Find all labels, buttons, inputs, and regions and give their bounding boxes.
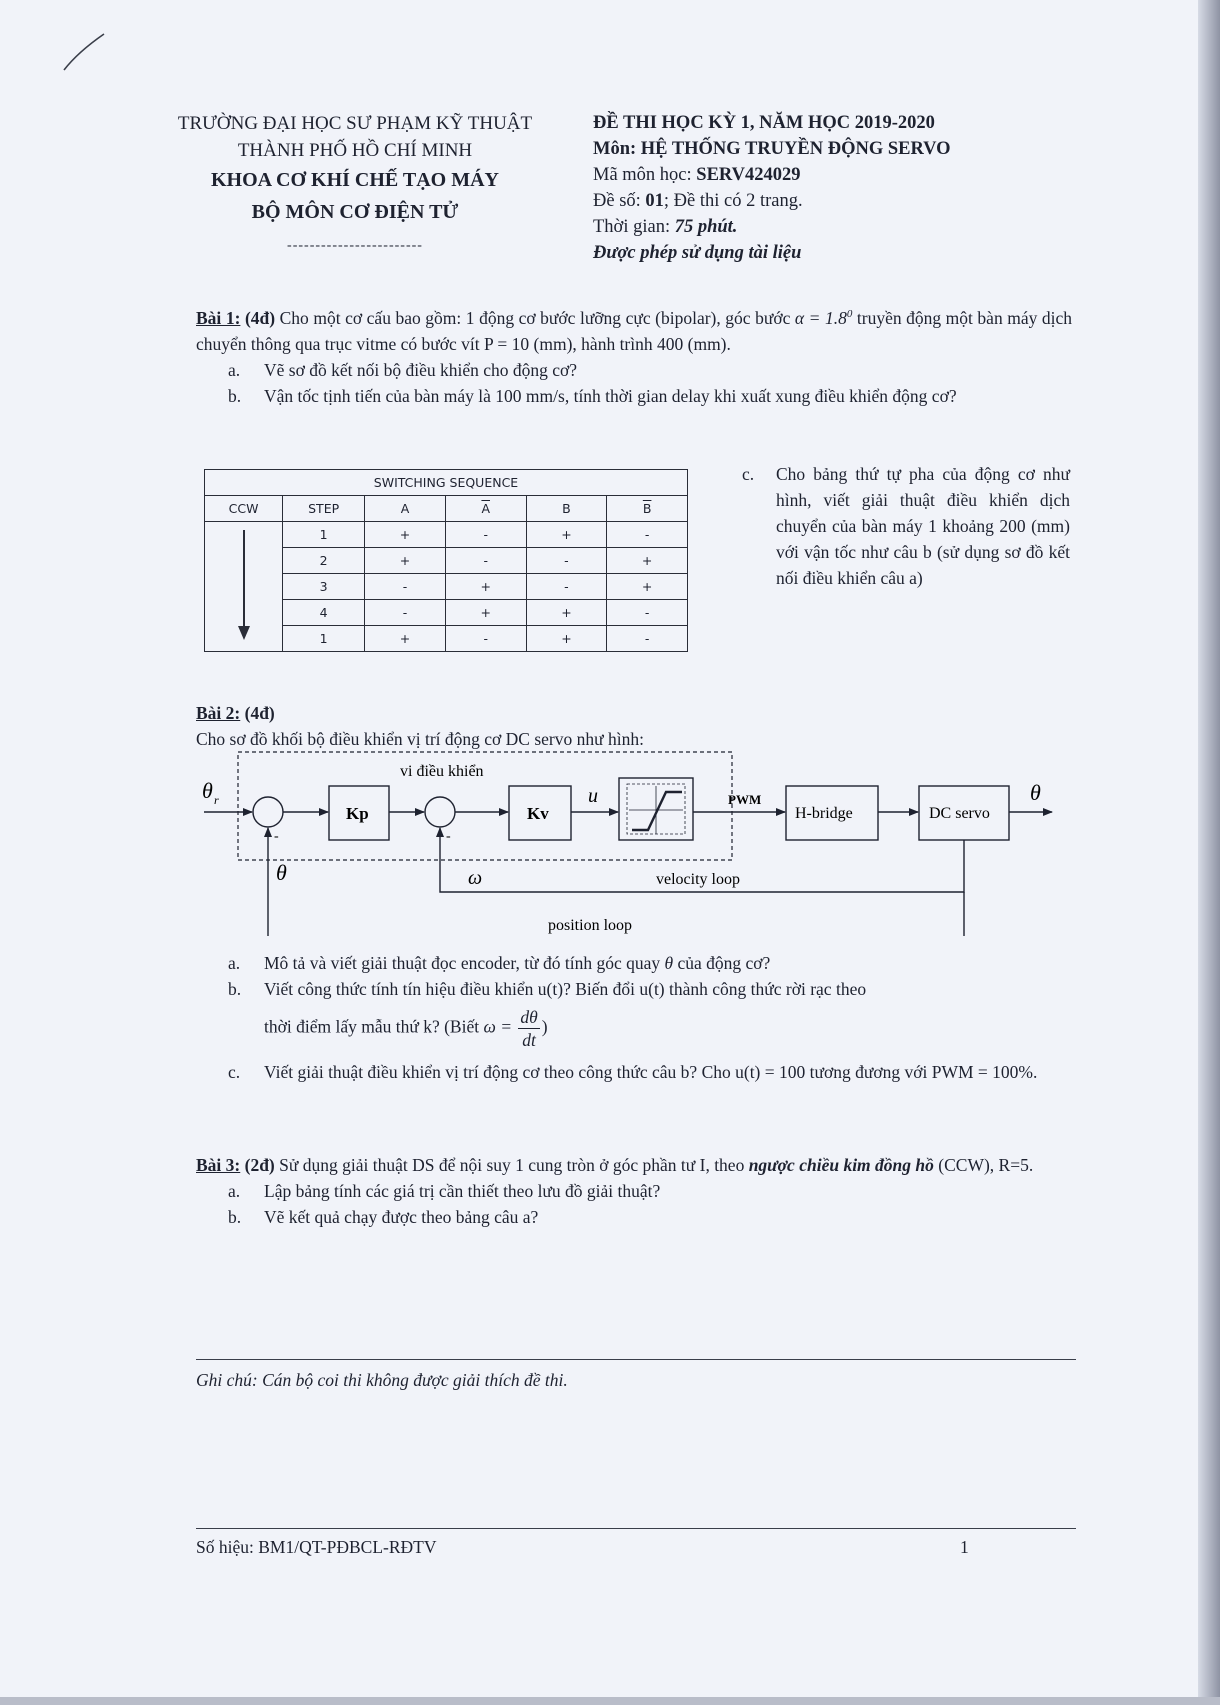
col-ccw: CCW	[205, 496, 283, 522]
footer	[196, 1534, 1072, 1560]
scan-edge	[1198, 0, 1220, 1705]
dc-servo-label: DC servo	[929, 805, 990, 822]
col-a: A	[365, 496, 446, 522]
pen-mark-icon	[60, 28, 110, 78]
omega-feedback: ω	[468, 867, 483, 889]
exam-number: 01	[645, 191, 664, 211]
omega-formula: ω =	[483, 1016, 513, 1037]
input-theta: θ	[202, 778, 213, 803]
header-divider: ------------------------	[287, 238, 423, 253]
controller-label: vi điều khiển	[400, 763, 484, 780]
faculty-name: KHOA CƠ KHÍ CHẾ TẠO MÁY	[211, 169, 499, 191]
servo-block-diagram	[196, 748, 1056, 938]
ccw-arrow-cell	[205, 522, 283, 652]
position-loop-label: position loop	[548, 917, 633, 934]
col-b: B	[526, 496, 607, 522]
velocity-loop-label: velocity loop	[656, 871, 740, 888]
minus-sign-2: -	[446, 829, 451, 844]
exam-title: ĐỀ THI HỌC KỲ 1, NĂM HỌC 2019-2020	[593, 113, 935, 133]
exercise-1c: c. Cho bảng thứ tự pha của động cơ như hình, viết giải thuật điều khiển dịch chuyển của bàn máy 1 khoảng 200 (mm) với vận tốc như câu b (sử dụng sơ đồ kết nối điều khiển câu a)	[742, 464, 1070, 588]
subject-name: HỆ THỐNG TRUYỀN ĐỘNG SERVO	[640, 139, 951, 159]
controller-boundary	[238, 752, 732, 860]
minus-sign-1: -	[274, 829, 279, 844]
switching-sequence-table	[204, 469, 688, 652]
exercise-3a: a. Lập bảng tính các giá trị cần thiết theo lưu đồ giải thuật?	[228, 1181, 661, 1201]
table-header-row	[205, 496, 688, 522]
theta-feedback: θ	[276, 860, 287, 885]
hbridge-label: H-bridge	[795, 805, 853, 822]
school-city: THÀNH PHỐ HỒ CHÍ MINH	[237, 140, 473, 161]
table-row: 2 + - - +	[205, 548, 688, 574]
col-a-bar: $\overline{A}$	[445, 496, 526, 522]
exercise-1	[196, 301, 1072, 409]
table-row: 1 + - + -	[205, 626, 688, 652]
exercise-2-questions	[196, 950, 1072, 1085]
input-theta-sub: r	[214, 793, 219, 807]
step-angle: $\alpha = 1.8^0$	[794, 307, 853, 328]
pwm-label: PWM	[728, 792, 762, 807]
exercise-2-intro: Cho sơ đồ khối bộ điều khiển vị trí động cơ DC servo như hình:	[196, 729, 644, 749]
exercise-1b: b. Vận tốc tịnh tiến của bàn máy là 100 mm/s, tính thời gian delay khi xuất xung điều khiển động cơ?	[228, 385, 957, 406]
exercise-1a: a. Vẽ sơ đồ kết nối bộ điều khiển cho động cơ?	[228, 359, 578, 380]
kp-label: Kp	[346, 804, 369, 823]
table-title: SWITCHING SEQUENCE	[205, 470, 688, 496]
exercise-2b: b. Viết công thức tính tín hiệu điều khiển u(t)? Biến đổi u(t) thành công thức rời rạc theo	[228, 979, 867, 999]
col-step: STEP	[283, 496, 365, 522]
exam-time: 75 phút.	[674, 217, 738, 237]
table-row: 1 + - + -	[205, 522, 688, 548]
exercise-3	[196, 1152, 1072, 1230]
saturation-curve	[632, 792, 682, 830]
time-line: Thời gian: 75 phút.	[593, 217, 738, 237]
sum-junction-1	[253, 797, 283, 827]
exercise-2a: a. Mô tả và viết giải thuật đọc encoder, từ đó tính góc quay θ của động cơ?	[228, 953, 771, 973]
document-number: Số hiệu: BM1/QT-PĐBCL-RĐTV	[196, 1537, 437, 1557]
subject-code: SERV424029	[696, 165, 801, 185]
scan-bottom-edge	[0, 1697, 1220, 1705]
footer-divider	[196, 1528, 1076, 1529]
proctor-note: Ghi chú: Cán bộ coi thi không được giải thích đề thi.	[196, 1370, 568, 1390]
derivative-fraction: $\frac{d\theta}{dt}$	[520, 1007, 538, 1050]
school-header	[130, 110, 580, 259]
exam-header	[593, 110, 1073, 266]
control-signal-u: u	[588, 785, 598, 807]
exercise-2: Bài 2: (4đ) Cho sơ đồ khối bộ điều khiển vị trí động cơ DC servo như hình:	[196, 700, 1072, 752]
exercise-1-intro: Bài 1: (4đ) Cho một cơ cấu bao gồm: 1 động cơ bước lưỡng cực (bipolar), góc bước $\alpha = 1.8^0$ truyền động một bàn máy dịch chuyển thông qua trục vitme có bước vít P = 10 (mm), hành trình 400 (mm).	[196, 307, 1073, 354]
subject-line: Môn: HỆ THỐNG TRUYỀN ĐỘNG SERVO	[593, 139, 951, 159]
exam-number-line: Đề số: 01; Đề thi có 2 trang.	[593, 191, 803, 211]
page-number: 1	[960, 1537, 969, 1557]
table-row: 4 - + + -	[205, 600, 688, 626]
sum-junction-2	[425, 797, 455, 827]
col-b-bar: $\overline{B}$	[607, 496, 688, 522]
materials-allowed: Được phép sử dụng tài liệu	[593, 243, 802, 263]
school-name: TRƯỜNG ĐẠI HỌC SƯ PHẠM KỸ THUẬT	[177, 113, 533, 134]
exercise-3-title: Bài 3:	[196, 1155, 241, 1175]
exercise-3b: b. Vẽ kết quả chạy được theo bảng câu a?	[228, 1207, 539, 1227]
down-arrow-icon	[234, 526, 254, 644]
exercise-2-title: Bài 2:	[196, 703, 241, 723]
note-divider	[196, 1359, 1076, 1360]
subject-code-line: Mã môn học: SERV424029	[593, 165, 801, 185]
exercise-3-intro: Bài 3: (2đ) Sử dụng giải thuật DS để nội suy 1 cung tròn ở góc phần tư I, theo ngược chiều kim đồng hồ (CCW), R=5.	[196, 1155, 1034, 1175]
table-row: 3 - + - +	[205, 574, 688, 600]
kv-label: Kv	[527, 804, 549, 823]
department-name: BỘ MÔN CƠ ĐIỆN TỬ	[251, 201, 459, 223]
exercise-2b-cont: thời điểm lấy mẫu thứ k? (Biết ω = $\frac{d\theta}{dt}$ )	[264, 1007, 548, 1050]
exercise-1-title: Bài 1:	[196, 307, 241, 328]
output-theta: θ	[1030, 780, 1041, 805]
exercise-2c: c. Viết giải thuật điều khiển vị trí động cơ theo công thức câu b? Cho u(t) = 100 tương đương với PWM = 100%.	[228, 1062, 1038, 1082]
